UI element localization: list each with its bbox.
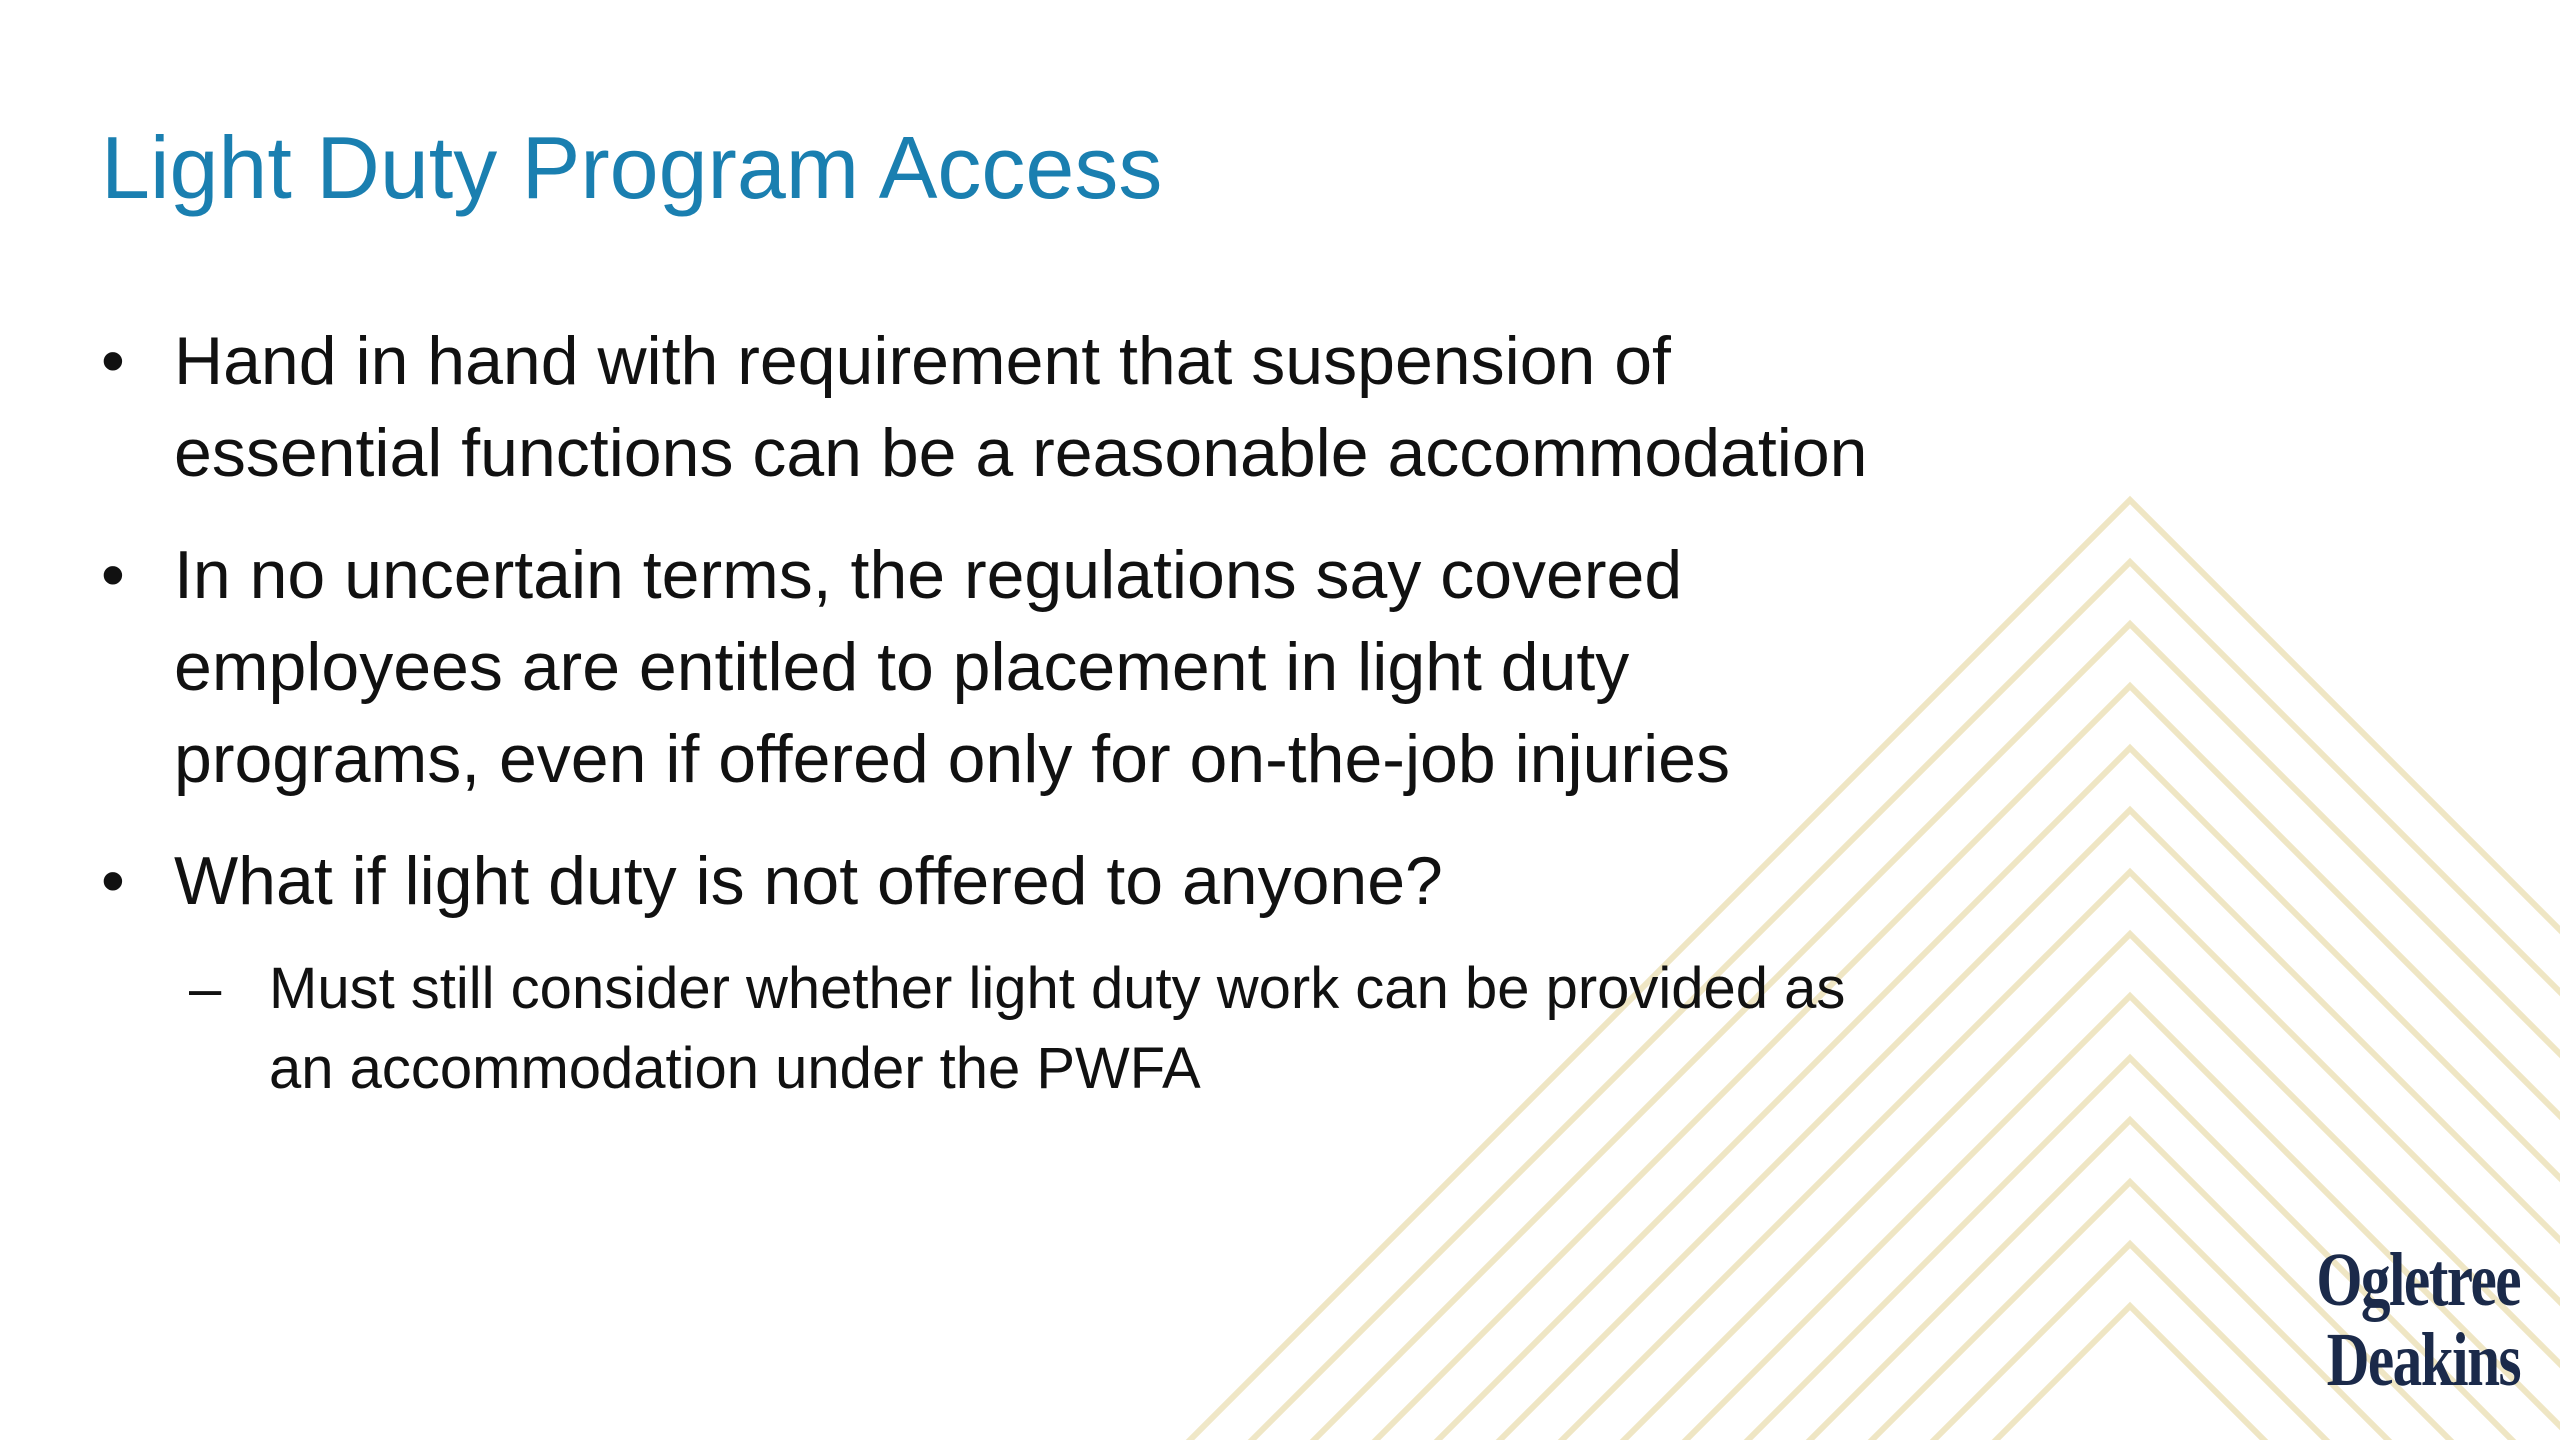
bullet-marker: • [101, 323, 125, 399]
bullet-text-line: What if light duty is not offered to anyone? [174, 843, 1443, 919]
bullet-marker: • [101, 537, 125, 613]
bullet-text-line: employees are entitled to placement in light duty [174, 629, 1630, 705]
ogletree-deakins-logo [2302, 1240, 2520, 1400]
bullet-text-line: essential functions can be a reasonable accommodation [174, 415, 1868, 491]
bullet-item [101, 835, 2221, 927]
sub-bullet-text-line: an accommodation under the PWFA [269, 1036, 1201, 1101]
logo-line-2: Deakins [2326, 1318, 2520, 1402]
sub-bullet-text-line: Must still consider whether light duty work can be provided as [269, 956, 1846, 1021]
sub-bullet-marker: – [189, 956, 222, 1021]
bullet-marker: • [101, 843, 125, 919]
bullet-text-line: In no uncertain terms, the regulations say covered [174, 537, 1683, 613]
sub-bullet-item [101, 949, 2221, 1109]
slide-title: Light Duty Program Access [101, 118, 1163, 217]
bullet-text-line: Hand in hand with requirement that suspension of [174, 323, 1671, 399]
bullet-text-line: programs, even if offered only for on-the-job injuries [174, 721, 1730, 797]
bullet-list [101, 315, 2221, 1109]
logo-line-1: Ogletree [2316, 1238, 2520, 1322]
bullet-item [101, 529, 2221, 805]
bullet-item [101, 315, 2221, 499]
